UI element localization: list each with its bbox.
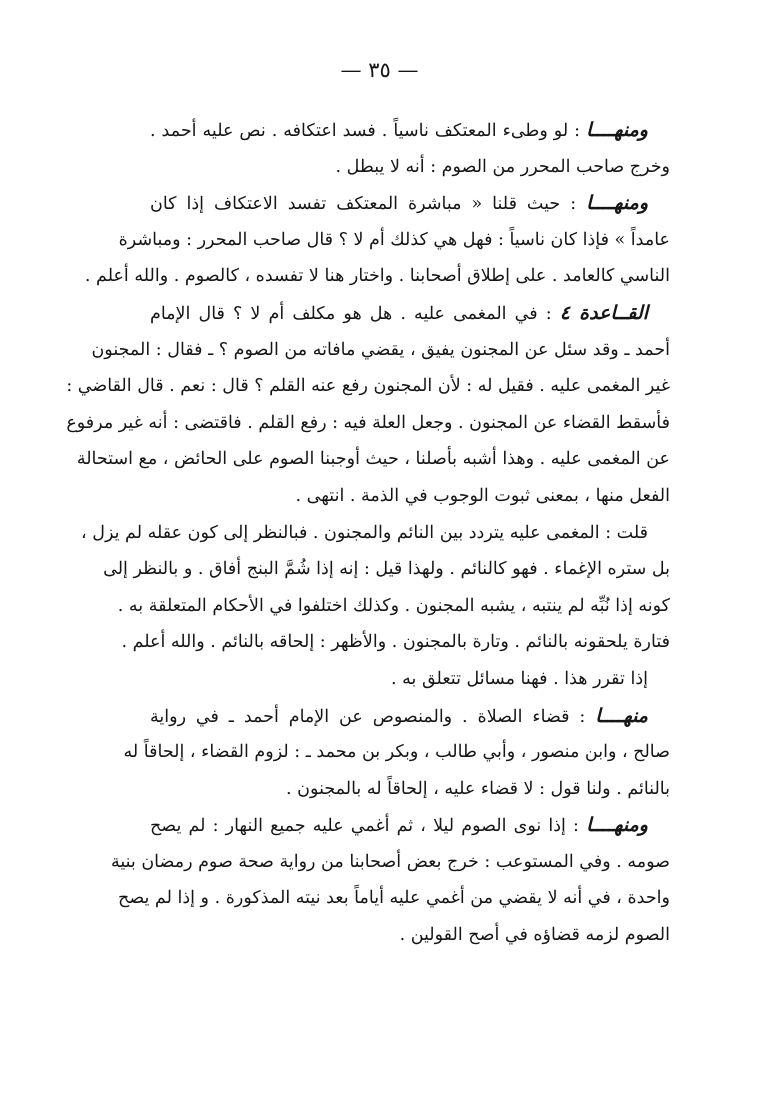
line-text: : لو وطىء المعتكف ناسياً . فسد اعتكافه . نص عليه أحمد .: [150, 121, 581, 141]
line-text: صومه . وفي المستوعب : خرج بعض أصحابنا من رواية صحة صوم رمضان بنية: [110, 851, 670, 872]
section-heading: القــاعدة ٤: [559, 301, 648, 324]
text-line: [150, 917, 670, 954]
section-heading: ومنهــــا: [586, 192, 648, 215]
text-line: [66, 368, 670, 405]
line-text: غير المغمى عليه . فقيل له : لأن المجنون رفع عنه القلم ؟ قال : نعم . قال القاضي :: [66, 376, 670, 397]
line-text: : إذا نوى الصوم ليلا ، ثم أغمي عليه جميع النهار : لم يصح: [150, 816, 579, 837]
text-line: [150, 112, 670, 149]
line-text: عامداً » فإذا كان ناسياً : فهل هي كذلك أم لا ؟ قال صاحب المحرر : ومباشرة: [118, 229, 670, 250]
text-line: [121, 624, 670, 661]
section-heading: ومنهــــا: [586, 119, 648, 141]
text-line: [118, 880, 670, 917]
text-line: [66, 405, 670, 442]
line-text: فأسقط القضاء عن المجنون . وجعل العلة فيه : رفع القلم . فاقتضى : أنه غير مرفوع: [66, 412, 670, 433]
line-text: عن المغمى عليه . وهذا أشبه بأصلنا ، حيث أوجبنا الصوم على الحائض ، مع استحالة: [76, 449, 670, 470]
line-text: الصوم لزمه قضاؤه في أصح القولين .: [399, 925, 670, 946]
section-heading: منهــــا: [595, 704, 648, 727]
line-text: : في المغمى عليه . هل هو مكلف أم لا ؟ قال الإمام: [150, 303, 552, 324]
line-text: أحمد ـ وقد سئل عن المجنون يفيق ، يقضي مافاته من الصوم ؟ ـ فقال : المجنون: [91, 339, 670, 360]
text-line: [123, 734, 670, 771]
line-text: كونه إذا نُبِّه لم ينتبه ، يشبه المجنون . وكذلك اختلفوا في الأحكام المتعلقة به .: [117, 595, 670, 616]
text-line: [150, 807, 670, 844]
text-line: [150, 185, 670, 222]
page-number: — ٣٥ —: [340, 58, 419, 82]
line-text: بالنائم . ولنا قول : لا قضاء عليه ، إلحاقاً له بالمجنون .: [286, 778, 670, 799]
text-line: [150, 478, 670, 515]
text-line: [91, 332, 670, 369]
line-text: الفعل منها ، بمعنى ثبوت الوجوب في الذمة . انتهى .: [295, 485, 670, 506]
text-line: [150, 771, 670, 808]
text-line: [150, 149, 670, 186]
text-line: [76, 441, 670, 478]
body-text: [66, 112, 670, 954]
text-line: [117, 588, 670, 625]
text-line: [150, 661, 670, 698]
section-heading: ومنهــــا: [586, 814, 648, 837]
text-line: [103, 551, 670, 588]
line-text: صالح ، وابن منصور ، وأبي طالب ، وبكر بن محمد ـ : لزوم القضاء ، إلحاقاً له: [123, 742, 670, 763]
line-text: الناسي كالعامد . على إطلاق أصحابنا . واختار هنا لا تفسده ، كالصوم . والله أعلم .: [84, 266, 670, 287]
line-text: : حيث قلنا « مباشرة المعتكف تفسد الاعتكاف إذا كان: [150, 194, 577, 215]
text-line: [81, 515, 670, 552]
line-text: واحدة ، في أنه لا يقضي من أغمي عليه أياماً بعد نيته المذكورة . و إذا لم يصح: [118, 888, 670, 909]
text-line: [118, 222, 670, 259]
line-text: وخرج صاحب المحرر من الصوم : أنه لا يبطل .: [335, 156, 670, 177]
text-line: [110, 844, 670, 881]
text-line: [150, 698, 670, 735]
text-line: [150, 295, 670, 332]
line-text: قلت : المغمى عليه يتردد بين النائم والمجنون . فبالنظر إلى كون عقله لم يزل ،: [81, 522, 648, 543]
line-text: إذا تقرر هذا . فهنا مسائل تتعلق به .: [391, 668, 648, 689]
line-text: : قضاء الصلاة . والمنصوص عن الإمام أحمد ـ في رواية: [150, 706, 586, 727]
text-line: [84, 258, 670, 295]
line-text: فتارة يلحقونه بالنائم . وتارة بالمجنون . والأظهر : إلحاقه بالنائم . والله أعلم .: [121, 632, 670, 653]
line-text: بل ستره الإغماء . فهو كالنائم . ولهذا قيل : إنه إذا شُمَّ البنج أفاق . و بالنظر إلى: [103, 559, 670, 580]
